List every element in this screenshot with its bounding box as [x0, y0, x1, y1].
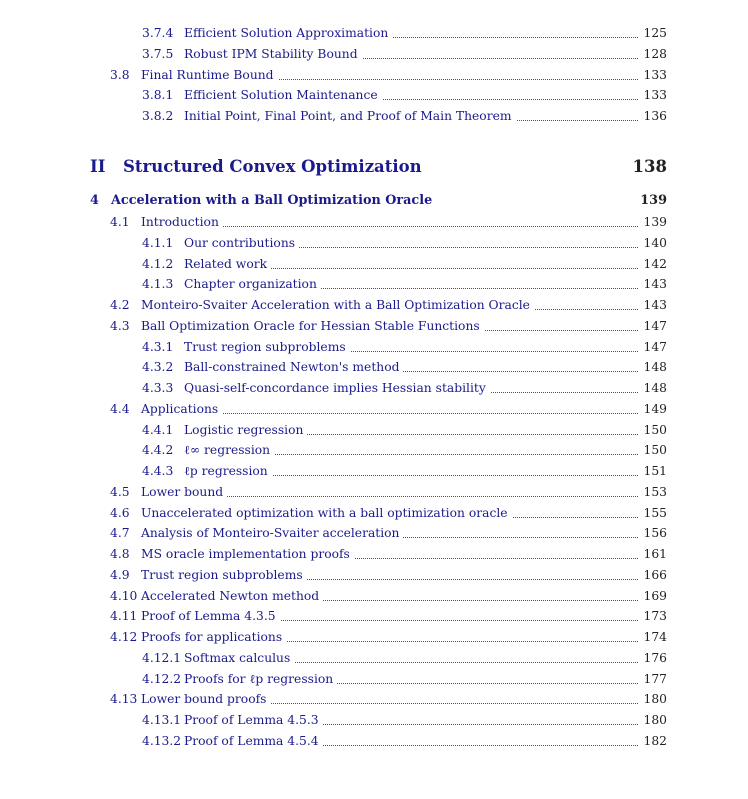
toc-entry[interactable] — [0, 316, 748, 336]
entry-number: 3.8.1 — [142, 88, 174, 103]
entry-title[interactable]: Final Runtime Bound — [141, 65, 278, 85]
toc-entry[interactable] — [0, 399, 748, 419]
entry-title[interactable]: Softmax calculus — [184, 648, 294, 668]
entry-title[interactable]: Ball Optimization Oracle for Hessian Stable Functions — [141, 316, 484, 336]
entry-title[interactable]: Chapter organization — [184, 274, 321, 294]
toc-entry[interactable] — [0, 295, 748, 315]
toc-entry[interactable] — [0, 669, 748, 689]
entry-page: 128 — [638, 44, 667, 64]
entry-page: 142 — [638, 254, 667, 274]
toc-entry[interactable] — [0, 337, 748, 357]
entry-title[interactable]: Lower bound — [141, 482, 227, 502]
toc-entry[interactable] — [0, 23, 748, 43]
entry-page: 140 — [638, 233, 667, 253]
entry-title[interactable]: Efficient Solution Maintenance — [184, 85, 382, 105]
entry-number: 3.7.5 — [142, 46, 174, 61]
entry-page: 139 — [638, 212, 667, 232]
toc-entry[interactable] — [0, 689, 748, 709]
entry-number: 4.3.2 — [142, 360, 174, 375]
entry-title[interactable]: ℓp regression — [184, 461, 272, 481]
toc-entry[interactable] — [0, 44, 748, 64]
toc-entry[interactable] — [0, 378, 748, 398]
entry-number: 4.11 — [110, 609, 138, 624]
entry-page: 150 — [638, 420, 667, 440]
entry-number: 4.4 — [110, 401, 130, 416]
entry-page: 182 — [638, 731, 667, 751]
entry-page: 147 — [638, 337, 667, 357]
entry-page: 148 — [638, 378, 667, 398]
entry-number: 4.4.1 — [142, 422, 174, 437]
entry-page: 176 — [638, 648, 667, 668]
entry-page: 166 — [638, 565, 667, 585]
entry-number: 3.8.2 — [142, 109, 174, 124]
toc-entry[interactable] — [0, 482, 748, 502]
entry-page: 143 — [638, 295, 667, 315]
entry-number: 4.1.1 — [142, 235, 174, 250]
toc-entry[interactable] — [0, 212, 748, 232]
entry-page: 177 — [638, 669, 667, 689]
entry-number: 4.13.2 — [142, 733, 182, 748]
entry-title[interactable]: Initial Point, Final Point, and Proof of Main Theorem — [184, 106, 516, 126]
entry-page: 173 — [638, 606, 667, 626]
part-title[interactable]: Structured Convex Optimization — [123, 157, 422, 176]
entry-number: 4.1.3 — [142, 277, 174, 292]
entry-page: 180 — [638, 689, 667, 709]
entry-title[interactable]: Trust region subproblems — [184, 337, 350, 357]
entry-number: 4.5 — [110, 484, 130, 499]
part-number: II — [90, 157, 106, 176]
toc-entry[interactable] — [0, 565, 748, 585]
chapter-page: 139 — [640, 193, 667, 208]
entry-number: 4.2 — [110, 298, 130, 312]
toc-entry[interactable] — [0, 503, 748, 523]
entry-title[interactable]: Related work — [184, 254, 271, 274]
entry-title[interactable]: Proof of Lemma 4.3.5 — [141, 606, 280, 626]
toc-entry[interactable] — [0, 523, 748, 543]
entry-page: 125 — [638, 23, 667, 43]
entry-page: 151 — [638, 461, 667, 481]
entry-title[interactable]: MS oracle implementation proofs — [141, 544, 354, 564]
toc-entry[interactable] — [0, 65, 748, 85]
toc-entry[interactable] — [0, 544, 748, 564]
entry-number: 4.12.2 — [142, 671, 182, 686]
entry-number: 3.8 — [110, 67, 130, 82]
entry-number: 4.4.3 — [142, 464, 174, 478]
entry-title[interactable]: Logistic regression — [184, 420, 307, 440]
toc-entry[interactable] — [0, 420, 748, 440]
entry-title[interactable]: Ball-constrained Newton's method — [184, 357, 403, 377]
entry-number: 4.8 — [110, 547, 130, 561]
entry-page: 133 — [638, 85, 667, 105]
entry-number: 4.3.1 — [142, 339, 174, 354]
entry-number: 4.6 — [110, 505, 130, 520]
entry-title[interactable]: Proofs for ℓp regression — [184, 669, 337, 689]
entry-number: 4.1.2 — [142, 256, 174, 271]
entry-title[interactable]: Introduction — [141, 212, 223, 232]
toc-entry[interactable] — [0, 274, 748, 294]
toc-chapter-heading[interactable] — [0, 190, 748, 212]
entry-title[interactable]: Proof of Lemma 4.5.3 — [184, 710, 323, 730]
entry-number: 4.4.2 — [142, 443, 174, 458]
entry-page: 150 — [638, 440, 667, 460]
toc-entry[interactable] — [0, 106, 748, 126]
entry-title[interactable]: Efficient Solution Approximation — [184, 23, 392, 43]
entry-page: 149 — [638, 399, 667, 419]
entry-title[interactable]: Accelerated Newton method — [141, 586, 323, 606]
toc-entry[interactable] — [0, 357, 748, 377]
entry-page: 156 — [638, 523, 667, 543]
entry-page: 136 — [638, 106, 667, 126]
entry-title[interactable]: Monteiro-Svaiter Acceleration with a Ball Optimization Oracle — [141, 295, 534, 315]
toc-entry[interactable] — [0, 254, 748, 274]
entry-title[interactable]: Applications — [141, 399, 222, 419]
entry-number: 3.7.4 — [142, 26, 174, 40]
entry-page: 133 — [638, 65, 667, 85]
toc-entry[interactable] — [0, 627, 748, 647]
entry-title[interactable]: Proof of Lemma 4.5.4 — [184, 731, 323, 751]
entry-number: 4.12 — [110, 630, 138, 644]
toc-entry[interactable] — [0, 648, 748, 668]
entry-page: 161 — [638, 544, 667, 564]
toc-entry[interactable] — [0, 461, 748, 481]
entry-number: 4.12.1 — [142, 650, 182, 665]
entry-title[interactable]: Unaccelerated optimization with a ball optimization oracle — [141, 503, 512, 523]
toc-entry[interactable] — [0, 731, 748, 751]
entry-number: 4.3 — [110, 318, 130, 333]
toc-entry[interactable] — [0, 606, 748, 626]
chapter-number: 4 — [90, 193, 99, 208]
entry-page: 148 — [638, 357, 667, 377]
entry-number: 4.1 — [110, 215, 130, 229]
entry-title[interactable]: Robust IPM Stability Bound — [184, 44, 362, 64]
entry-title[interactable]: ℓ∞ regression — [184, 440, 274, 460]
entry-title[interactable]: Lower bound proofs — [141, 689, 270, 709]
entry-page: 147 — [638, 316, 667, 336]
entry-page: 143 — [638, 274, 667, 294]
entry-number: 4.7 — [110, 526, 130, 541]
toc-entry[interactable] — [0, 85, 748, 105]
toc-entry[interactable] — [0, 233, 748, 253]
entry-page: 169 — [638, 586, 667, 606]
entry-page: 180 — [638, 710, 667, 730]
entry-title[interactable]: Our contributions — [184, 233, 299, 253]
chapter-title[interactable]: Acceleration with a Ball Optimization Oracle — [111, 193, 433, 208]
entry-number: 4.10 — [110, 588, 138, 603]
entry-title[interactable]: Proofs for applications — [141, 627, 286, 647]
entry-title[interactable]: Trust region subproblems — [141, 565, 307, 585]
entry-number: 4.13 — [110, 692, 138, 707]
entry-number: 4.13.1 — [142, 713, 182, 727]
entry-page: 153 — [638, 482, 667, 502]
entry-title[interactable]: Analysis of Monteiro-Svaiter acceleration — [141, 523, 403, 543]
part-page: 138 — [632, 157, 667, 176]
entry-page: 155 — [638, 503, 667, 523]
toc-entry[interactable] — [0, 586, 748, 606]
entry-number: 4.3.3 — [142, 381, 174, 395]
toc-entry[interactable] — [0, 710, 748, 730]
toc-entry[interactable] — [0, 440, 748, 460]
toc-part-heading[interactable] — [0, 153, 748, 181]
entry-number: 4.9 — [110, 567, 130, 582]
entry-page: 174 — [638, 627, 667, 647]
entry-title[interactable]: Quasi-self-concordance implies Hessian stability — [184, 378, 490, 398]
